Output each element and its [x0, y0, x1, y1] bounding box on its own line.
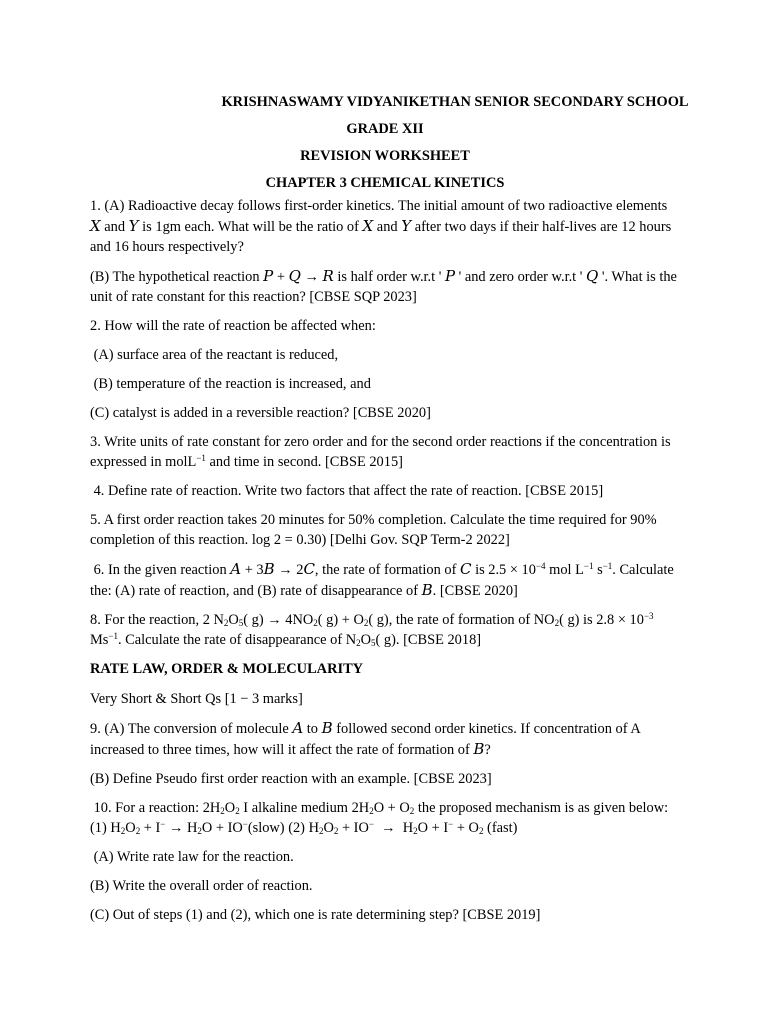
question-8: 8. For the reaction, 2 $N_2O_5$( $g) \to 4NO_2$( $g) + O_2$( g), the rate of formation of $NO_2$( g) is $2.8 \times 10^{-3}$ $Ms^{-1}$. Calculate the rate of disappearance of $N_2O_5$( g). [CBSE 2018] — [90, 611, 654, 648]
section-heading: RATE LAW, ORDER & MOLECULARITY — [90, 661, 364, 677]
worksheet-page — [90, 92, 689, 934]
question-2c: (C) catalyst is added in a reversible reaction? [CBSE 2020] — [90, 405, 431, 421]
question-4: 4. Define rate of reaction. Write two factors that affect the rate of reaction. [CBSE 2015] — [90, 483, 604, 499]
school-name: KRISHNASWAMY VIDYANIKETHAN SENIOR SECONDARY SCHOOL — [221, 94, 689, 110]
worksheet-heading: REVISION WORKSHEET — [300, 148, 470, 164]
question-10: 10. For a reaction: $2H_2O_2$ I alkaline medium $2H_2O + O_2$ the proposed mechanism is as given below: (1) $H_2O_2 + I^- \to H_2O$ + IO−(slow) (2) $H_2O_2 + IO^- \to H_2O + I^- + O_2$ (fast) — [90, 800, 669, 836]
question-10a: (A) Write rate law for the reaction. — [90, 849, 294, 865]
subsection-label: Very Short & Short Qs [1 − 3 marks] — [90, 691, 303, 707]
grade-heading: GRADE XII — [346, 121, 424, 137]
question-1a: 1. (A) Radioactive decay follows first-order kinetics. The initial amount of two radioactive elements X and Y is 1gm each. What will be the ratio of X and Y after two days if their half-lives are 12 hours and 16 hours respectively? — [90, 198, 672, 255]
question-10c: (C) Out of steps (1) and (2), which one is rate determining step? [CBSE 2019] — [90, 907, 541, 923]
question-9a: 9. (A) The conversion of molecule A to B followed second order kinetics. If concentration of A increased to three times, how will it affect the rate of formation of B? — [90, 719, 640, 758]
question-6: 6. In the given reaction A + 3B → 2C, the rate of formation of C is $2.5 \times 10^{-4}$ mol $L^{-1}$ $s^{-1}$. Calculate the: (A) rate of reaction, and (B) rate of disappearance of B. [CBSE 2020] — [90, 560, 674, 599]
question-1b: (B) The hypothetical reaction P + Q → R is half order w.r.t ' P ' and zero order w.r.t ' Q '. What is the unit of rate constant for this reaction? [CBSE SQP 2023] — [90, 267, 677, 305]
question-2b: (B) temperature of the reaction is increased, and — [90, 376, 371, 392]
question-2: 2. How will the rate of reaction be affected when: — [90, 318, 376, 334]
question-10b: (B) Write the overall order of reaction. — [90, 878, 313, 894]
question-5: 5. A first order reaction takes 20 minutes for 50% completion. Calculate the time required for 90% completion of this reaction. log 2 = 0.30) [Delhi Gov. SQP Term-2 2022] — [90, 512, 657, 548]
question-9b: (B) Define Pseudo first order reaction with an example. [CBSE 2023] — [90, 771, 492, 787]
question-3: 3. Write units of rate constant for zero order and for the second order reactions if the concentration is expressed in molL$^{-1}$ and time in second. [CBSE 2015] — [90, 434, 671, 470]
chapter-heading: CHAPTER 3 CHEMICAL KINETICS — [265, 175, 505, 191]
question-2a: (A) surface area of the reactant is reduced, — [90, 347, 339, 363]
